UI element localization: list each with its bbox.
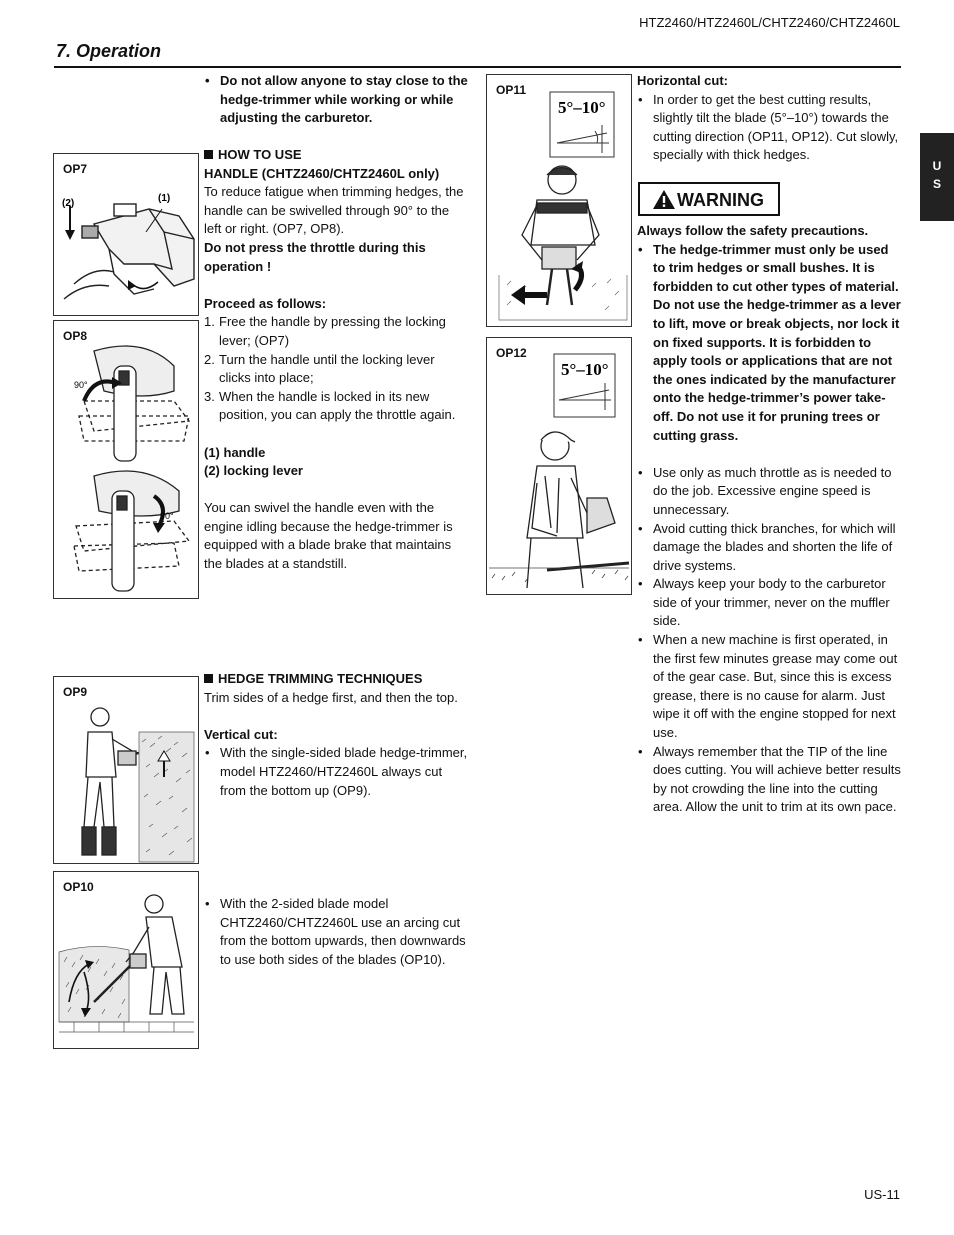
callout-locking-lever: (2) xyxy=(62,198,75,209)
steps-list xyxy=(204,313,469,425)
precaution-bullet: • Always keep your body to the carburetor side of your trimmer, never on the muffler side. xyxy=(637,575,902,631)
model-header: HTZ2460/HTZ2460L/CHTZ2460/CHTZ2460L xyxy=(639,15,900,30)
horizontal-cut-section xyxy=(637,72,902,165)
step-number: 3. xyxy=(204,388,215,404)
vertical-cut-heading: Vertical cut: xyxy=(204,726,278,742)
horizontal-cut-front-illustration xyxy=(487,75,633,328)
handle-heading-text: HOW TO USE xyxy=(218,147,302,162)
spacer xyxy=(204,481,469,500)
always-follow: Always follow the safety precautions. xyxy=(637,223,869,238)
step-item xyxy=(204,388,469,425)
horizontal-cut-bullet: • In order to get the best cutting results, slightly tilt the blade (5°–10°) towards the cutting direction (OP11, OP12). Cut slowly, specially with thick hedges. xyxy=(637,91,902,165)
techniques-intro: Trim sides of a hedge first, and then the top. xyxy=(204,689,458,705)
angle-label: 90° xyxy=(74,380,88,390)
handle-subheading: HANDLE (CHTZ2460/CHTZ2460L only) xyxy=(204,165,440,181)
language-tab-letter: S xyxy=(932,177,941,191)
page-number: US-11 xyxy=(864,1187,900,1202)
swivel-note: You can swivel the handle even with the engine idling because the hedge-trimmer is equipped with a blade brake that maintains the blades at a standstill. xyxy=(204,500,453,572)
handle-release-illustration xyxy=(54,154,200,317)
horizontal-cut-side-illustration xyxy=(487,338,633,596)
warning-triangle-icon xyxy=(652,189,676,210)
section-title: 7. Operation xyxy=(56,41,162,61)
angle-label: 90° xyxy=(160,511,174,521)
handle-instructions xyxy=(204,146,469,574)
safety-bullet: • Do not allow anyone to stay close to the hedge-trimmer while working or while adjusting the carburetor. xyxy=(204,72,469,128)
vertical-cut-2-sided xyxy=(204,895,469,969)
legend-locking-lever: (2) locking lever xyxy=(204,463,303,479)
techniques-heading-text: HEDGE TRIMMING TECHNIQUES xyxy=(218,671,423,686)
step-number: 2. xyxy=(204,351,215,367)
vertical-cut-double-illustration xyxy=(54,872,200,1050)
header-rule xyxy=(54,66,901,68)
angle-label: 5°–10° xyxy=(558,98,606,117)
figure-label: OP11 xyxy=(496,83,527,97)
proceed-heading: Proceed as follows: xyxy=(204,295,327,311)
figure-label: OP12 xyxy=(496,346,527,360)
trimming-techniques xyxy=(204,670,469,800)
step-item xyxy=(204,351,469,388)
handle-swivel-illustration xyxy=(54,321,200,600)
step-text: When the handle is locked in its new position, you can apply the throttle again. xyxy=(219,388,456,423)
figure-op11 xyxy=(486,74,632,327)
precaution-bullet: • Avoid cutting thick branches, for which will damage the blades and shorten the life of drive systems. xyxy=(637,520,902,576)
section-marker xyxy=(204,150,213,159)
spacer xyxy=(204,707,469,726)
language-tab-letter: U xyxy=(932,159,942,173)
figure-label: OP10 xyxy=(63,880,94,894)
precaution-bullet: • Always remember that the TIP of the line does cutting. You will achieve better results by not crowding the line into the cutting area. Allow the unit to trim at its own pace. xyxy=(637,743,902,817)
precaution-bullet: • Use only as much throttle as is needed to do the job. Excessive engine speed is unnecessary. xyxy=(637,464,902,520)
safety-notice xyxy=(204,72,469,128)
figure-op9 xyxy=(53,676,199,864)
warning-box xyxy=(638,182,780,216)
figure-op8 xyxy=(53,320,199,599)
figure-label: OP7 xyxy=(63,162,88,176)
warning-label: WARNING xyxy=(677,190,764,210)
techniques-heading xyxy=(204,670,469,689)
vertical-cut-bullet: • With the single-sided blade hedge-trimmer, model HTZ2460/HTZ2460L always cut from the bottom up (OP9). xyxy=(204,744,469,800)
vertical-cut-single-illustration xyxy=(54,677,200,865)
figure-op10 xyxy=(53,871,199,1049)
vertical-cut-bullet: • With the 2-sided blade model CHTZ2460/CHTZ2460L use an arcing cut from the bottom upwards, then downwards to use both sides of the blades (OP10). xyxy=(204,895,469,969)
callout-handle: (1) xyxy=(158,193,171,204)
handle-warning: Do not press the throttle during this operation ! xyxy=(204,239,426,274)
figure-op12 xyxy=(486,337,632,595)
spacer xyxy=(637,445,902,464)
step-item xyxy=(204,313,469,350)
horizontal-cut-heading: Horizontal cut: xyxy=(637,73,728,88)
figure-label: OP9 xyxy=(63,685,88,699)
spacer xyxy=(204,276,469,295)
language-tab xyxy=(920,133,954,221)
figure-op7 xyxy=(53,153,199,316)
spacer xyxy=(204,425,469,444)
precaution-bullet: • When a new machine is first operated, in the first few minutes grease may come out of the gear case. But, since this is excess grease, there is no cause for alarm. Just wipe it off with the engine stopped for next use. xyxy=(637,631,902,743)
section-marker xyxy=(204,674,213,683)
handle-heading xyxy=(204,146,469,165)
step-text: Free the handle by pressing the locking lever; (OP7) xyxy=(219,314,446,348)
angle-label: 5°–10° xyxy=(561,360,609,379)
safety-precautions xyxy=(637,222,902,817)
figure-label: OP8 xyxy=(63,329,88,343)
step-text: Turn the handle until the locking lever clicks into place; xyxy=(219,351,435,386)
legend-handle: (1) handle xyxy=(204,444,266,460)
step-number: 1. xyxy=(204,314,215,330)
restriction-bullet: • The hedge-trimmer must only be used to trim hedges or small bushes. It is forbidden to cut other types of material. Do not use the hedge-trimmer as a lever to lift, move or break objects, nor lock it on fixed supports. It is forbidden to apply tools or applications that are not the ones indicated by the manufacturer onto the hedge-trimmer’s power take-off. Do not use it for pruning trees or cutting grass. xyxy=(637,241,902,446)
handle-intro: To reduce fatigue when trimming hedges, the handle can be swivelled through 90° to the left or right. (OP7, OP8). xyxy=(204,184,464,237)
